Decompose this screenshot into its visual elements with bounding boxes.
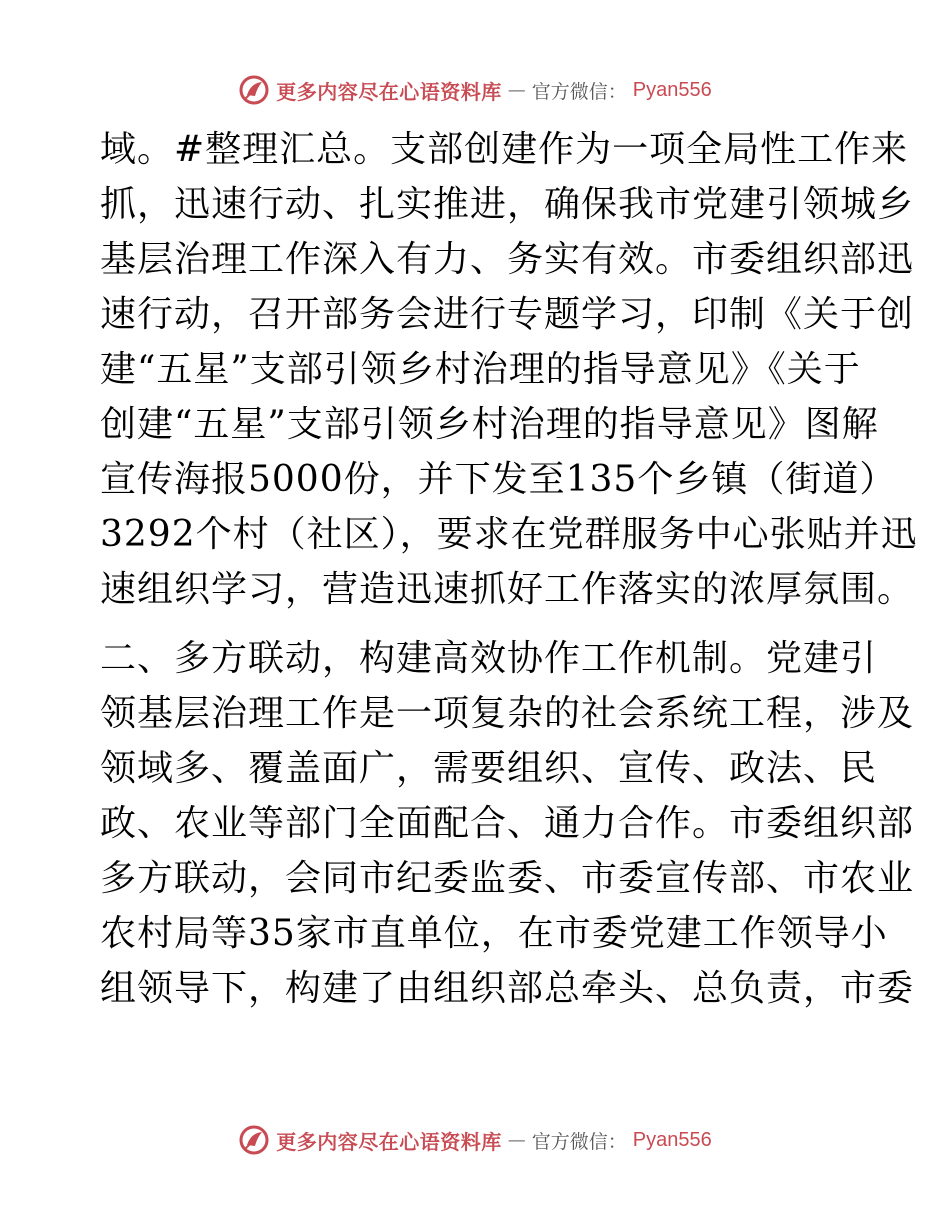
brand-logo-icon — [238, 74, 270, 106]
header-banner-handle: Pyan556 — [632, 78, 712, 101]
paragraph-2 — [100, 631, 915, 1016]
text-line: 创建“五星”支部引领乡村治理的指导意见》图解 — [100, 404, 879, 445]
footer-banner-separator: — — [507, 1129, 526, 1151]
footer-banner-handle: Pyan556 — [632, 1128, 712, 1151]
footer-banner-label: 官方微信： — [531, 1130, 627, 1153]
text-line: 领域多、覆盖面广，需要组织、宣传、政法、民 — [100, 748, 878, 789]
text-line: 基层治理工作深入有力、务实有效。市委组织部迅 — [100, 239, 915, 280]
text-line: 域。#整理汇总。支部创建作为一项全局性工作来 — [100, 129, 909, 170]
paragraph-1 — [100, 122, 918, 617]
text-line: 政、农业等部门全面配合、通力合作。市委组织部 — [100, 803, 915, 844]
document-body — [100, 122, 918, 1016]
text-line: 二、多方联动，构建高效协作工作机制。党建引 — [100, 638, 878, 679]
text-line: 3292个村（社区），要求在党群服务中心张贴并迅 — [100, 514, 918, 555]
header-watermark-banner — [0, 70, 950, 110]
text-line: 农村局等35家市直单位，在市委党建工作领导小 — [100, 913, 888, 954]
paragraph-spacer — [100, 617, 860, 631]
header-banner-separator: — — [507, 79, 526, 101]
text-line: 多方联动，会同市纪委监委、市委宣传部、市农业 — [100, 858, 915, 899]
text-line: 建“五星”支部引领乡村治理的指导意见》《关于 — [100, 349, 861, 390]
header-banner-label: 官方微信： — [531, 80, 627, 103]
text-line: 抓，迅速行动、扎实推进，确保我市党建引领城乡 — [100, 184, 915, 225]
header-banner-text: 更多内容尽在心语资料库 — [276, 79, 502, 104]
footer-banner-text: 更多内容尽在心语资料库 — [276, 1129, 502, 1154]
text-line: 速组织学习，营造迅速抓好工作落实的浓厚氛围。 — [100, 569, 915, 610]
brand-logo-icon — [238, 1124, 270, 1156]
text-line: 组领导下，构建了由组织部总牵头、总负责，市委 — [100, 968, 915, 1009]
text-line: 速行动，召开部务会进行专题学习，印制《关于创 — [100, 294, 915, 335]
text-line: 宣传海报5000份，并下发至135个乡镇（街道） — [100, 459, 897, 500]
text-line: 领基层治理工作是一项复杂的社会系统工程，涉及 — [100, 693, 915, 734]
footer-watermark-banner — [0, 1120, 950, 1160]
